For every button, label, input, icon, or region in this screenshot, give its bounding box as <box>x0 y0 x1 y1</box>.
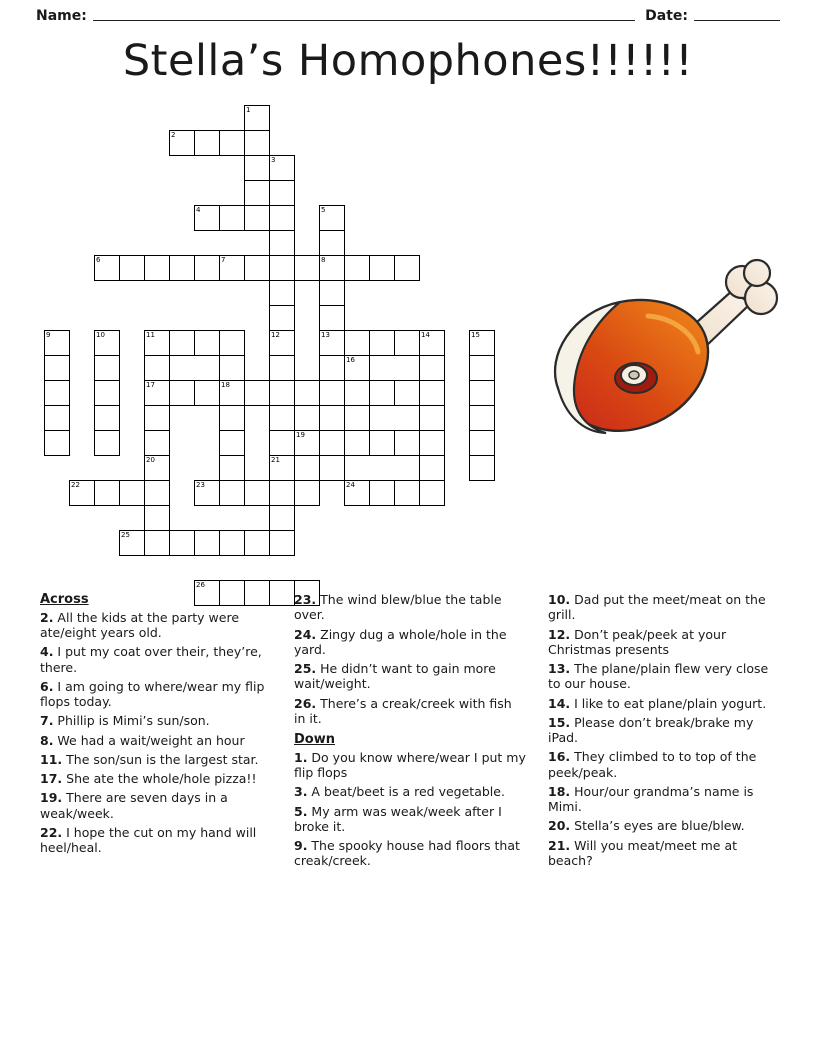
grid-cell-number: 23 <box>196 481 205 489</box>
grid-cell[interactable] <box>244 480 270 506</box>
grid-cell-number: 25 <box>121 531 130 539</box>
clue-down-14: 14. I like to eat plane/plain yogurt. <box>548 695 767 711</box>
grid-cell[interactable] <box>344 405 370 431</box>
grid-cell-number: 24 <box>346 481 355 489</box>
grid-cell[interactable] <box>69 480 95 506</box>
grid-cell[interactable] <box>269 155 295 181</box>
clue-down-5: 5. My arm was weak/week after I broke it. <box>294 803 502 834</box>
grid-cell[interactable] <box>269 430 295 456</box>
grid-cell[interactable] <box>144 330 170 356</box>
grid-cell[interactable] <box>319 405 345 431</box>
grid-cell[interactable] <box>144 480 170 506</box>
grid-cell[interactable] <box>219 255 245 281</box>
grid-cell[interactable] <box>319 330 345 356</box>
grid-cell-number: 17 <box>146 381 155 389</box>
grid-cell[interactable] <box>194 130 220 156</box>
clue-down-13: 13. The plane/plain flew very close to our house. <box>548 661 769 692</box>
grid-cell[interactable] <box>244 180 270 206</box>
grid-cell[interactable] <box>294 380 320 406</box>
clue-down-20: 20. Stella’s eyes are blue/blew. <box>548 818 745 834</box>
grid-cell[interactable] <box>319 230 345 256</box>
grid-cell[interactable] <box>269 255 295 281</box>
grid-cell[interactable] <box>94 255 120 281</box>
grid-cell[interactable] <box>144 530 170 556</box>
grid-cell[interactable] <box>269 530 295 556</box>
grid-cell[interactable] <box>469 355 495 381</box>
grid-cell[interactable] <box>44 430 70 456</box>
clue-number: 9. <box>294 838 308 854</box>
grid-cell[interactable] <box>219 205 245 231</box>
grid-cell[interactable] <box>419 405 445 431</box>
grid-cell[interactable] <box>219 355 245 381</box>
grid-cell[interactable] <box>169 255 195 281</box>
clue-across-17: 17. She ate the whole/hole pizza!! <box>40 771 257 787</box>
grid-cell-number: 6 <box>96 256 101 264</box>
grid-cell[interactable] <box>319 255 345 281</box>
grid-cell[interactable] <box>219 430 245 456</box>
grid-cell[interactable] <box>269 205 295 231</box>
grid-cell[interactable] <box>194 480 220 506</box>
grid-cell[interactable] <box>344 330 370 356</box>
date-label: Date: <box>645 8 688 24</box>
grid-cell[interactable] <box>469 455 495 481</box>
clue-number: 26. <box>294 695 317 711</box>
grid-cell[interactable] <box>469 405 495 431</box>
grid-cell-number: 14 <box>421 331 430 339</box>
clue-number: 2. <box>40 609 54 625</box>
ham-leg-illustration <box>528 238 786 453</box>
grid-cell[interactable] <box>369 380 395 406</box>
clue-down-21: 21. Will you meat/meet me at beach? <box>548 837 738 868</box>
grid-cell[interactable] <box>469 330 495 356</box>
clue-across-4: 4. I put my coat over their, they’re, there. <box>40 644 262 675</box>
grid-cell[interactable] <box>419 380 445 406</box>
grid-cell[interactable] <box>144 505 170 531</box>
grid-cell[interactable] <box>269 505 295 531</box>
clue-number: 19. <box>40 790 63 806</box>
clue-number: 10. <box>548 592 571 607</box>
grid-cell[interactable] <box>419 355 445 381</box>
clue-number: 4. <box>40 644 54 660</box>
grid-cell-number: 2 <box>171 131 176 139</box>
grid-cell[interactable] <box>394 380 420 406</box>
grid-cell[interactable] <box>294 430 320 456</box>
grid-cell-number: 5 <box>321 206 326 214</box>
page-title: Stella’s Homophones!!!!!! <box>122 36 694 86</box>
clue-across-23: 23. The wind blew/blue the table over. <box>294 592 502 623</box>
grid-cell[interactable] <box>344 430 370 456</box>
grid-cell[interactable] <box>469 380 495 406</box>
clue-down-16: 16. They climbed to to top of the peek/peak. <box>548 749 757 780</box>
clue-down-12: 12. Don’t peak/peek at your Christmas presents <box>548 626 727 657</box>
grid-cell-number: 16 <box>346 356 355 364</box>
grid-cell[interactable] <box>219 380 245 406</box>
clue-number: 8. <box>40 732 54 748</box>
grid-cell-number: 21 <box>271 456 280 464</box>
grid-cell[interactable] <box>419 330 445 356</box>
grid-cell-number: 12 <box>271 331 280 339</box>
grid-cell[interactable] <box>219 130 245 156</box>
grid-cell[interactable] <box>94 480 120 506</box>
grid-cell[interactable] <box>369 480 395 506</box>
grid-cell-number: 10 <box>96 331 105 339</box>
grid-cell[interactable] <box>269 280 295 306</box>
grid-cell[interactable] <box>244 380 270 406</box>
clue-across-2: 2. All the kids at the party were ate/eight years old. <box>40 609 240 641</box>
clue-number: 6. <box>40 678 54 694</box>
clue-number: 25. <box>294 661 317 676</box>
clue-across-7: 7. Phillip is Mimi’s sun/son. <box>40 713 210 729</box>
grid-cell[interactable] <box>319 205 345 231</box>
grid-cell[interactable] <box>419 430 445 456</box>
clue-down-9: 9. The spooky house had floors that creak/creek. <box>294 838 520 869</box>
clue-number: 3. <box>294 784 308 800</box>
grid-cell[interactable] <box>344 480 370 506</box>
grid-cell[interactable] <box>44 380 70 406</box>
grid-cell[interactable] <box>44 355 70 381</box>
grid-cell[interactable] <box>219 455 245 481</box>
grid-cell[interactable] <box>244 205 270 231</box>
grid-cell[interactable] <box>369 330 395 356</box>
clue-number: 21. <box>548 837 571 853</box>
grid-cell[interactable] <box>269 305 295 331</box>
clue-number: 17. <box>40 771 63 787</box>
grid-cell-number: 15 <box>471 331 480 339</box>
grid-cell-number: 8 <box>321 256 326 264</box>
grid-cell[interactable] <box>194 205 220 231</box>
clue-across-22: 22. I hope the cut on my hand will heel/heal. <box>40 824 257 856</box>
grid-cell[interactable] <box>94 380 120 406</box>
grid-cell-number: 26 <box>196 581 205 589</box>
clue-number: 11. <box>40 751 63 767</box>
grid-cell[interactable] <box>269 230 295 256</box>
grid-cell[interactable] <box>319 305 345 331</box>
clue-across-24: 24. Zingy dug a whole/hole in the yard. <box>294 626 507 657</box>
clue-number: 12. <box>548 626 571 642</box>
grid-cell[interactable] <box>144 405 170 431</box>
grid-cell[interactable] <box>44 330 70 356</box>
grid-cell[interactable] <box>144 255 170 281</box>
clue-down-18: 18. Hour/our grandma’s name is Mimi. <box>548 783 754 814</box>
grid-cell[interactable] <box>144 455 170 481</box>
grid-cell[interactable] <box>119 530 145 556</box>
grid-cell[interactable] <box>294 480 320 506</box>
grid-cell-number: 20 <box>146 456 155 464</box>
clue-across-8: 8. We had a wait/weight an hour <box>40 732 245 748</box>
grid-cell[interactable] <box>394 430 420 456</box>
grid-cell[interactable] <box>394 330 420 356</box>
grid-cell-number: 9 <box>46 331 51 339</box>
grid-cell[interactable] <box>194 530 220 556</box>
grid-cell[interactable] <box>294 255 320 281</box>
clue-number: 15. <box>548 714 571 730</box>
clue-across-26: 26. There’s a creak/creek with fish in it. <box>294 695 512 726</box>
grid-cell[interactable] <box>244 105 270 131</box>
grid-cell[interactable] <box>144 430 170 456</box>
grid-cell[interactable] <box>94 430 120 456</box>
name-label: Name: <box>36 8 87 24</box>
grid-cell[interactable] <box>319 455 345 481</box>
clue-number: 16. <box>548 749 571 765</box>
grid-cell[interactable] <box>394 480 420 506</box>
grid-cell[interactable] <box>244 255 270 281</box>
grid-cell[interactable] <box>344 255 370 281</box>
grid-cell[interactable] <box>319 280 345 306</box>
grid-cell-number: 22 <box>71 481 80 489</box>
grid-cell[interactable] <box>269 480 295 506</box>
grid-cell[interactable] <box>194 255 220 281</box>
grid-cell-number: 7 <box>221 256 226 264</box>
grid-cell-number: 18 <box>221 381 230 389</box>
grid-cell[interactable] <box>269 180 295 206</box>
grid-cell[interactable] <box>144 355 170 381</box>
worksheet-header <box>0 0 816 24</box>
across-heading: Across <box>40 592 89 607</box>
grid-cell[interactable] <box>469 430 495 456</box>
grid-cell[interactable] <box>369 255 395 281</box>
down-heading: Down <box>294 732 335 747</box>
clue-number: 23. <box>294 592 317 607</box>
grid-cell-number: 1 <box>246 106 251 114</box>
grid-cell[interactable] <box>119 480 145 506</box>
grid-cell[interactable] <box>194 330 220 356</box>
grid-cell[interactable] <box>319 430 345 456</box>
grid-cell[interactable] <box>269 455 295 481</box>
grid-cell[interactable] <box>244 155 270 181</box>
clue-down-3: 3. A beat/beet is a red vegetable. <box>294 784 505 800</box>
grid-cell[interactable] <box>94 355 120 381</box>
grid-cell[interactable] <box>319 355 345 381</box>
grid-cell[interactable] <box>94 405 120 431</box>
clue-across-25: 25. He didn’t want to gain more wait/weight. <box>294 661 496 692</box>
clue-number: 7. <box>40 713 54 729</box>
grid-cell-number: 3 <box>271 156 276 164</box>
clue-down-15: 15. Please don’t break/brake my iPad. <box>548 714 754 745</box>
clue-number: 14. <box>548 695 571 711</box>
clue-number: 5. <box>294 803 308 819</box>
grid-cell-number: 13 <box>321 331 330 339</box>
grid-cell-number: 11 <box>146 331 155 339</box>
clue-number: 22. <box>40 824 63 840</box>
grid-cell[interactable] <box>144 380 170 406</box>
grid-cell[interactable] <box>319 380 345 406</box>
grid-cell[interactable] <box>419 480 445 506</box>
grid-cell-number: 19 <box>296 431 305 439</box>
grid-cell[interactable] <box>269 355 295 381</box>
grid-cell[interactable] <box>344 355 370 381</box>
clue-number: 18. <box>548 783 571 799</box>
grid-cell[interactable] <box>269 380 295 406</box>
grid-cell[interactable] <box>169 130 195 156</box>
grid-cell[interactable] <box>219 330 245 356</box>
clue-number: 20. <box>548 818 571 834</box>
crossword-grid[interactable] <box>44 105 524 589</box>
grid-cell[interactable] <box>344 380 370 406</box>
grid-cell[interactable] <box>94 330 120 356</box>
grid-cell[interactable] <box>219 530 245 556</box>
clue-across-11: 11. The son/sun is the largest star. <box>40 751 259 767</box>
name-write-line <box>93 8 635 21</box>
clue-across-6: 6. I am going to where/wear my flip flops today. <box>40 678 265 710</box>
grid-cell[interactable] <box>219 405 245 431</box>
clue-across-19: 19. There are seven days in a weak/week. <box>40 790 228 821</box>
grid-cell[interactable] <box>219 480 245 506</box>
grid-cell[interactable] <box>269 405 295 431</box>
grid-cell[interactable] <box>419 455 445 481</box>
clue-down-1: 1. Do you know where/wear I put my flip flops <box>294 749 526 781</box>
grid-cell[interactable] <box>244 530 270 556</box>
grid-cell[interactable] <box>244 130 270 156</box>
clue-columns <box>40 592 780 869</box>
clue-number: 24. <box>294 626 317 642</box>
grid-cell[interactable] <box>169 330 195 356</box>
clue-number: 1. <box>294 749 308 765</box>
clue-down-10: 10. Dad put the meet/meat on the grill. <box>548 592 766 623</box>
grid-cell[interactable] <box>169 380 195 406</box>
date-write-line <box>694 8 780 21</box>
grid-cell[interactable] <box>394 255 420 281</box>
grid-cell-number: 4 <box>196 206 201 214</box>
grid-cell[interactable] <box>44 405 70 431</box>
grid-cell[interactable] <box>169 530 195 556</box>
grid-cell[interactable] <box>119 255 145 281</box>
clue-number: 13. <box>548 661 571 676</box>
grid-cell[interactable] <box>369 430 395 456</box>
grid-cell[interactable] <box>194 380 220 406</box>
grid-cell[interactable] <box>269 330 295 356</box>
